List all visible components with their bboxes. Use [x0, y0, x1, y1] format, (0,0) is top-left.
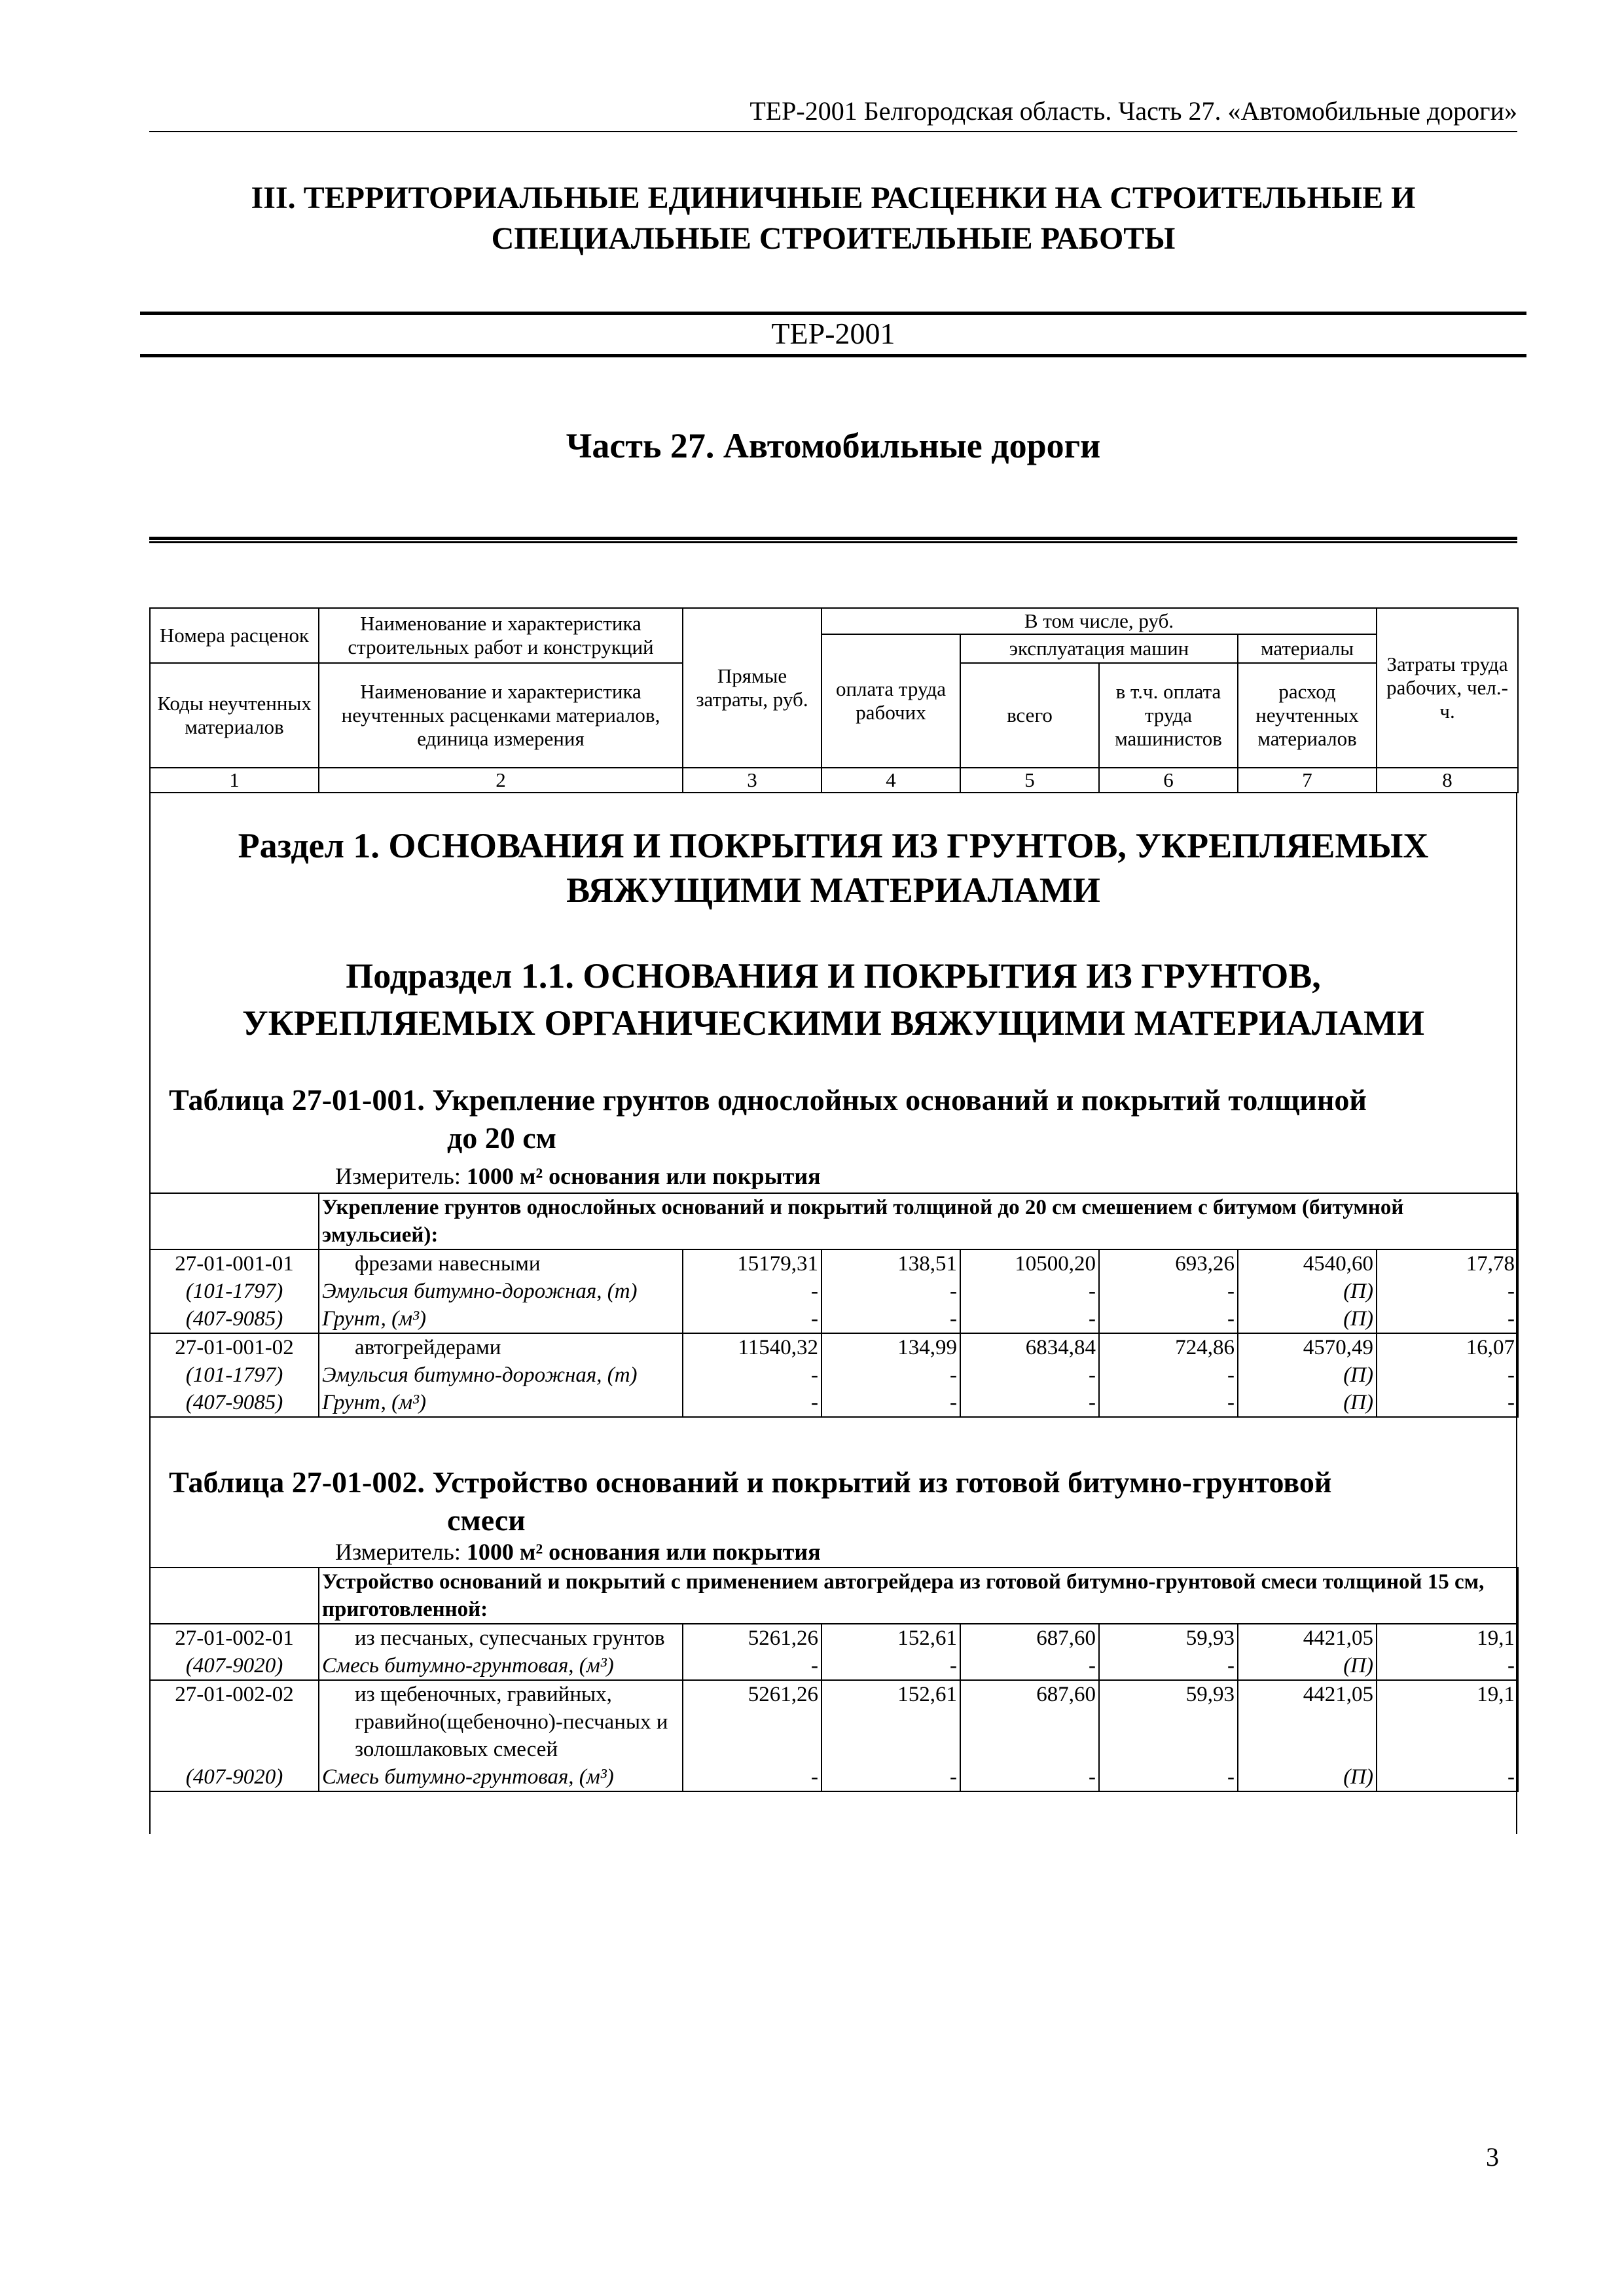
labor-hours: - — [1377, 1389, 1518, 1417]
material-row — [150, 1652, 1518, 1680]
material-code: (101-1797) — [150, 1278, 319, 1305]
labor-cost: - — [821, 1305, 960, 1333]
machinist-labor-cost: 59,93 — [1099, 1624, 1238, 1652]
materials-cost: (П) — [1238, 1361, 1377, 1389]
unit-value: 1000 м² основания или покрытия — [466, 1163, 821, 1189]
machinist-labor-cost: - — [1099, 1652, 1238, 1680]
table-title — [169, 1081, 1498, 1157]
direct-cost: - — [683, 1763, 821, 1791]
labor-cost: - — [821, 1361, 960, 1389]
material-row — [150, 1763, 1518, 1791]
labor-cost: 138,51 — [821, 1249, 960, 1278]
machinist-labor-cost: 693,26 — [1099, 1249, 1238, 1278]
header-num: 5 — [960, 768, 1099, 793]
rate-row — [150, 1680, 1518, 1763]
work-name: из песчаных, супесчаных грунтов — [319, 1624, 683, 1652]
table-title-line: Таблица 27-01-001. Укрепление грунтов однослойных оснований и покрытий толщиной — [169, 1083, 1367, 1117]
header-num: 2 — [319, 768, 683, 793]
header-col2-bottom: Наименование и характеристика неучтенных расценками материалов, единица измерения — [319, 663, 683, 768]
machine-cost: 687,60 — [960, 1624, 1099, 1652]
material-name: Эмульсия битумно-дорожная, (т) — [319, 1278, 683, 1305]
direct-cost: - — [683, 1389, 821, 1417]
table-title-line: до 20 см — [447, 1121, 557, 1155]
material-code: (407-9020) — [150, 1652, 319, 1680]
materials-cost: (П) — [1238, 1652, 1377, 1680]
materials-cost: 4570,49 — [1238, 1333, 1377, 1361]
direct-cost: 15179,31 — [683, 1249, 821, 1278]
header-col1-top: Номера расценок — [150, 608, 319, 663]
machinist-labor-cost: - — [1099, 1389, 1238, 1417]
direct-cost: 5261,26 — [683, 1680, 821, 1763]
unit-value: 1000 м² основания или покрытия — [466, 1539, 821, 1565]
materials-cost: 4421,05 — [1238, 1624, 1377, 1652]
labor-hours: - — [1377, 1652, 1518, 1680]
materials-cost: 4421,05 — [1238, 1680, 1377, 1763]
direct-cost: 5261,26 — [683, 1624, 821, 1652]
machine-cost: - — [960, 1361, 1099, 1389]
header-col1-bottom: Коды неучтенных материалов — [150, 663, 319, 768]
page-number: 3 — [1486, 2142, 1499, 2172]
material-code: (407-9020) — [150, 1763, 319, 1791]
header-col4: оплата труда рабочих — [821, 634, 960, 768]
material-code: (407-9085) — [150, 1305, 319, 1333]
header-col8: Затраты труда рабочих, чел.-ч. — [1377, 608, 1518, 768]
section-title-line: ВЯЖУЩИМИ МАТЕРИАЛАМИ — [566, 870, 1100, 910]
work-name: автогрейдерами — [319, 1333, 683, 1361]
table-intro-row — [150, 1193, 1518, 1249]
section-title-line: Раздел 1. ОСНОВАНИЯ И ПОКРЫТИЯ ИЗ ГРУНТОВ, УКРЕПЛЯЕМЫХ — [238, 826, 1429, 865]
rate-code: 27-01-001-01 — [150, 1249, 319, 1278]
part-rule — [149, 537, 1517, 543]
materials-cost: (П) — [1238, 1278, 1377, 1305]
direct-cost: - — [683, 1278, 821, 1305]
header-col5: всего — [960, 663, 1099, 768]
labor-hours: 17,78 — [1377, 1249, 1518, 1278]
header-num: 8 — [1377, 768, 1518, 793]
header-num: 6 — [1099, 768, 1238, 793]
subsection-title — [149, 952, 1517, 1047]
labor-cost: - — [821, 1652, 960, 1680]
labor-cost: - — [821, 1763, 960, 1791]
rate-code: 27-01-002-01 — [150, 1624, 319, 1652]
material-row — [150, 1361, 1518, 1389]
unit-label: Измеритель: — [335, 1163, 461, 1189]
rate-table — [149, 1567, 1519, 1792]
material-row — [150, 1305, 1518, 1333]
header-including: В том числе, руб. — [821, 608, 1377, 634]
material-row — [150, 1389, 1518, 1417]
machinist-labor-cost: - — [1099, 1361, 1238, 1389]
table-intro-row — [150, 1568, 1518, 1624]
header-machines: эксплуатация машин — [960, 634, 1238, 663]
subsection-title-line: Подраздел 1.1. ОСНОВАНИЯ И ПОКРЫТИЯ ИЗ ГРУНТОВ, — [346, 956, 1321, 996]
machinist-labor-cost: 59,93 — [1099, 1680, 1238, 1763]
unit-line — [335, 1538, 821, 1566]
header-num: 1 — [150, 768, 319, 793]
machinist-labor-cost: - — [1099, 1305, 1238, 1333]
table-title-line: Таблица 27-01-002. Устройство оснований и покрытий из готовой битумно-грунтовой — [169, 1465, 1332, 1499]
labor-hours: 19,1 — [1377, 1624, 1518, 1652]
labor-hours: 19,1 — [1377, 1680, 1518, 1763]
header-num: 3 — [683, 768, 821, 793]
rate-code: 27-01-001-02 — [150, 1333, 319, 1361]
labor-cost: - — [821, 1278, 960, 1305]
material-name: Грунт, (м³) — [319, 1305, 683, 1333]
part-title: Часть 27. Автомобильные дороги — [566, 426, 1101, 465]
labor-hours: - — [1377, 1305, 1518, 1333]
header-num: 7 — [1238, 768, 1377, 793]
header-col3: Прямые затраты, руб. — [683, 608, 821, 768]
machine-cost: - — [960, 1763, 1099, 1791]
material-name: Смесь битумно-грунтовая, (м³) — [319, 1652, 683, 1680]
ter-band-label: ТЕР-2001 — [771, 317, 895, 350]
material-name: Смесь битумно-грунтовая, (м³) — [319, 1763, 683, 1791]
material-name: Грунт, (м³) — [319, 1389, 683, 1417]
labor-cost: - — [821, 1389, 960, 1417]
labor-hours: 16,07 — [1377, 1333, 1518, 1361]
labor-cost: 152,61 — [821, 1624, 960, 1652]
header-col2-top: Наименование и характеристика строительных работ и конструкций — [319, 608, 683, 663]
materials-cost: (П) — [1238, 1389, 1377, 1417]
rate-row — [150, 1249, 1518, 1278]
machine-cost: 10500,20 — [960, 1249, 1099, 1278]
main-title — [149, 178, 1517, 259]
materials-cost: 4540,60 — [1238, 1249, 1377, 1278]
machinist-labor-cost: - — [1099, 1278, 1238, 1305]
material-code: (101-1797) — [150, 1361, 319, 1389]
labor-hours: - — [1377, 1763, 1518, 1791]
running-header: ТЕР-2001 Белгородская область. Часть 27. «Автомобильные дороги» — [749, 96, 1517, 126]
header-num: 4 — [821, 768, 960, 793]
table-intro: Укрепление грунтов однослойных оснований и покрытий толщиной до 20 см смешением с битумом (битумной эмульсией): — [319, 1193, 1518, 1249]
unit-label: Измеритель: — [335, 1539, 461, 1565]
intro-empty-cell — [150, 1193, 319, 1249]
labor-hours: - — [1377, 1361, 1518, 1389]
direct-cost: - — [683, 1305, 821, 1333]
labor-hours: - — [1377, 1278, 1518, 1305]
table-title — [169, 1463, 1498, 1539]
labor-cost: 134,99 — [821, 1333, 960, 1361]
main-title-line: СПЕЦИАЛЬНЫЕ СТРОИТЕЛЬНЫЕ РАБОТЫ — [491, 221, 1176, 256]
header-col7: расход неучтенных материалов — [1238, 663, 1377, 768]
main-title-line: III. ТЕРРИТОРИАЛЬНЫЕ ЕДИНИЧНЫЕ РАСЦЕНКИ НА СТРОИТЕЛЬНЫЕ И — [251, 181, 1416, 215]
machine-cost: - — [960, 1652, 1099, 1680]
column-header-table — [149, 607, 1519, 793]
table-title-line: смеси — [447, 1503, 526, 1537]
machinist-labor-cost: 724,86 — [1099, 1333, 1238, 1361]
intro-empty-cell — [150, 1568, 319, 1624]
unit-line — [335, 1162, 821, 1190]
rate-row — [150, 1333, 1518, 1361]
machine-cost: - — [960, 1278, 1099, 1305]
labor-cost: 152,61 — [821, 1680, 960, 1763]
materials-cost: (П) — [1238, 1305, 1377, 1333]
machinist-labor-cost: - — [1099, 1763, 1238, 1791]
header-rule — [149, 131, 1517, 132]
subsection-title-line: УКРЕПЛЯЕМЫХ ОРГАНИЧЕСКИМИ ВЯЖУЩИМИ МАТЕРИАЛАМИ — [242, 1003, 1425, 1043]
table-intro: Устройство оснований и покрытий с применением автогрейдера из готовой битумно-грунтовой смеси толщиной 15 см, приготовленной: — [319, 1568, 1518, 1624]
material-code: (407-9085) — [150, 1389, 319, 1417]
work-name: фрезами навесными — [319, 1249, 683, 1278]
header-col6: в т.ч. оплата труда машинистов — [1099, 663, 1238, 768]
machine-cost: - — [960, 1305, 1099, 1333]
material-row — [150, 1278, 1518, 1305]
work-name: из щебеночных, гравийных, гравийно(щебеночно)-песчаных и золошлаковых смесей — [319, 1680, 683, 1763]
rate-row — [150, 1624, 1518, 1652]
rate-code: 27-01-002-02 — [150, 1680, 319, 1763]
materials-cost: (П) — [1238, 1763, 1377, 1791]
machine-cost: 6834,84 — [960, 1333, 1099, 1361]
direct-cost: - — [683, 1361, 821, 1389]
direct-cost: 11540,32 — [683, 1333, 821, 1361]
rate-table — [149, 1193, 1519, 1418]
section-title — [149, 823, 1517, 912]
machine-cost: 687,60 — [960, 1680, 1099, 1763]
machine-cost: - — [960, 1389, 1099, 1417]
direct-cost: - — [683, 1652, 821, 1680]
header-materials: материалы — [1238, 634, 1377, 663]
material-name: Эмульсия битумно-дорожная, (т) — [319, 1361, 683, 1389]
